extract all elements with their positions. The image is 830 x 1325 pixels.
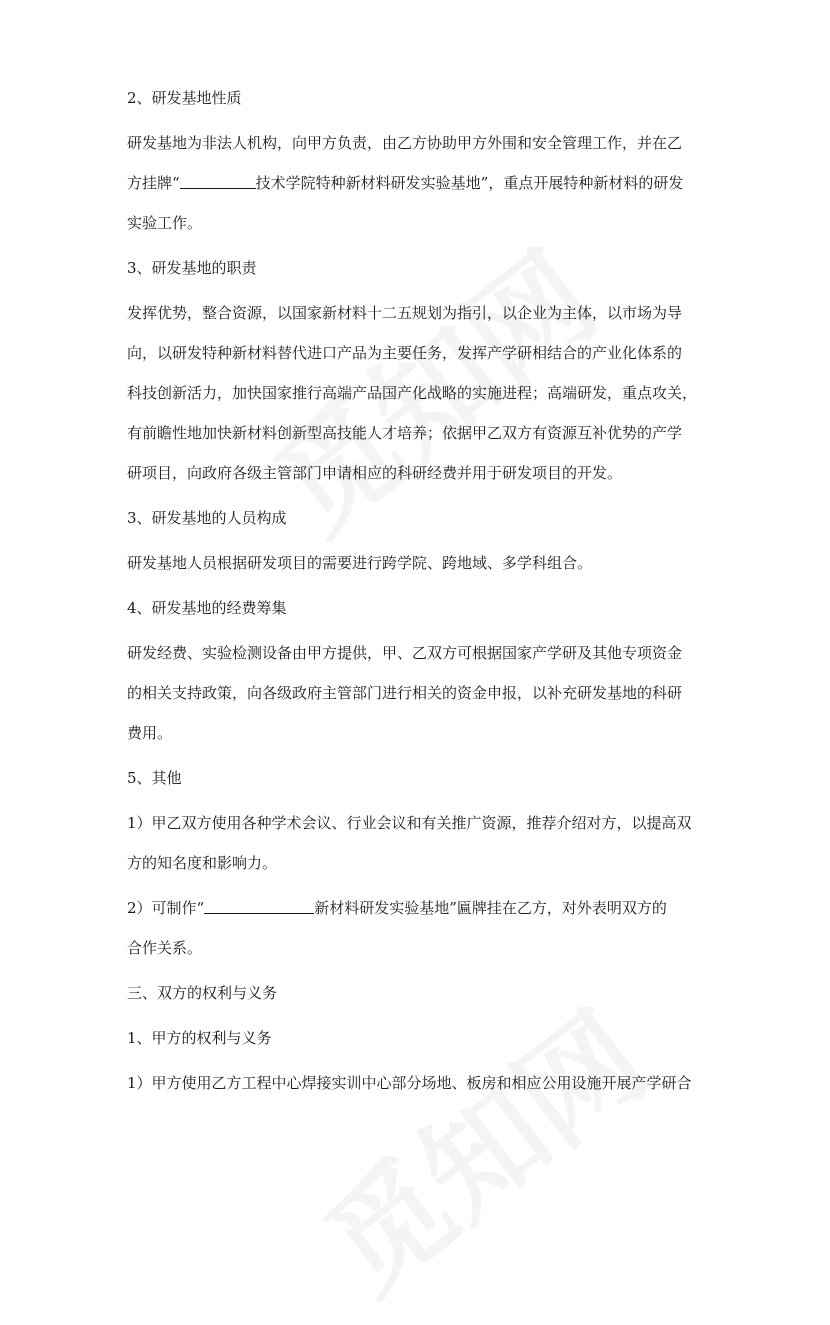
paragraph-line: 有前瞻性地加快新材料创新型高技能人才培养；依据甲乙双方有资源互补优势的产学 bbox=[127, 424, 683, 442]
paragraph-line: 研项目，向政府各级主管部门申请相应的科研经费并用于研发项目的开发。 bbox=[127, 464, 623, 482]
section-heading: 3、研发基地的职责 bbox=[127, 259, 257, 277]
paragraph-line: 的相关支持政策，向各级政府主管部门进行相关的资金申报，以补充研发基地的科研 bbox=[127, 684, 683, 702]
section-heading: 3、研发基地的人员构成 bbox=[127, 509, 287, 527]
paragraph-line: 1）甲乙双方使用各种学术会议、行业会议和有关推广资源，推荐介绍对方，以提高双 bbox=[127, 814, 692, 832]
section-heading: 2、研发基地性质 bbox=[127, 89, 242, 107]
document-body bbox=[127, 86, 707, 1095]
paragraph-line: 1）甲方使用乙方工程中心焊接实训中心部分场地、板房和相应公用设施开展产学研合 bbox=[127, 1074, 692, 1092]
part-heading: 三、双方的权利与义务 bbox=[127, 984, 278, 1002]
paragraph-line: 费用。 bbox=[127, 724, 173, 742]
paragraph-line: 科技创新活力，加快国家推行高端产品国产化战略的实施进程；高端研发，重点攻关， bbox=[127, 384, 698, 402]
text-segment: 新材料研发实验基地”匾牌挂在乙方，对外表明双方的 bbox=[314, 899, 667, 917]
paragraph-line: 研发基地人员根据研发项目的需要进行跨学院、跨地域、多学科组合。 bbox=[127, 554, 593, 572]
paragraph-line: 发挥优势，整合资源，以国家新材料十二五规划为指引，以企业为主体，以市场为导 bbox=[127, 304, 683, 322]
section-heading: 1、甲方的权利与义务 bbox=[127, 1029, 272, 1047]
paragraph-line bbox=[127, 171, 707, 195]
section-heading: 4、研发基地的经费筹集 bbox=[127, 599, 287, 617]
section-heading: 5、其他 bbox=[127, 769, 182, 787]
text-segment: 技术学院特种新材料研发实验基地”，重点开展特种新材料的研发 bbox=[255, 174, 684, 192]
paragraph-line: 研发经费、实验检测设备由甲方提供，甲、乙双方可根据国家产学研及其他专项资金 bbox=[127, 644, 683, 662]
paragraph-line: 合作关系。 bbox=[127, 939, 203, 957]
paragraph-line: 研发基地为非法人机构，向甲方负责，由乙方协助甲方外围和安全管理工作，并在乙 bbox=[127, 134, 683, 152]
paragraph-line: 方的知名度和影响力。 bbox=[127, 854, 278, 872]
fill-in-blank bbox=[204, 897, 314, 914]
paragraph-line: 向，以研发特种新材料替代进口产品为主要任务，发挥产学研相结合的产业化体系的 bbox=[127, 344, 683, 362]
paragraph-line bbox=[127, 896, 707, 920]
paragraph-line: 实验工作。 bbox=[127, 214, 203, 232]
text-segment: 2）可制作“ bbox=[127, 899, 205, 917]
fill-in-blank bbox=[180, 172, 256, 189]
text-segment: 方挂牌“ bbox=[127, 174, 180, 192]
